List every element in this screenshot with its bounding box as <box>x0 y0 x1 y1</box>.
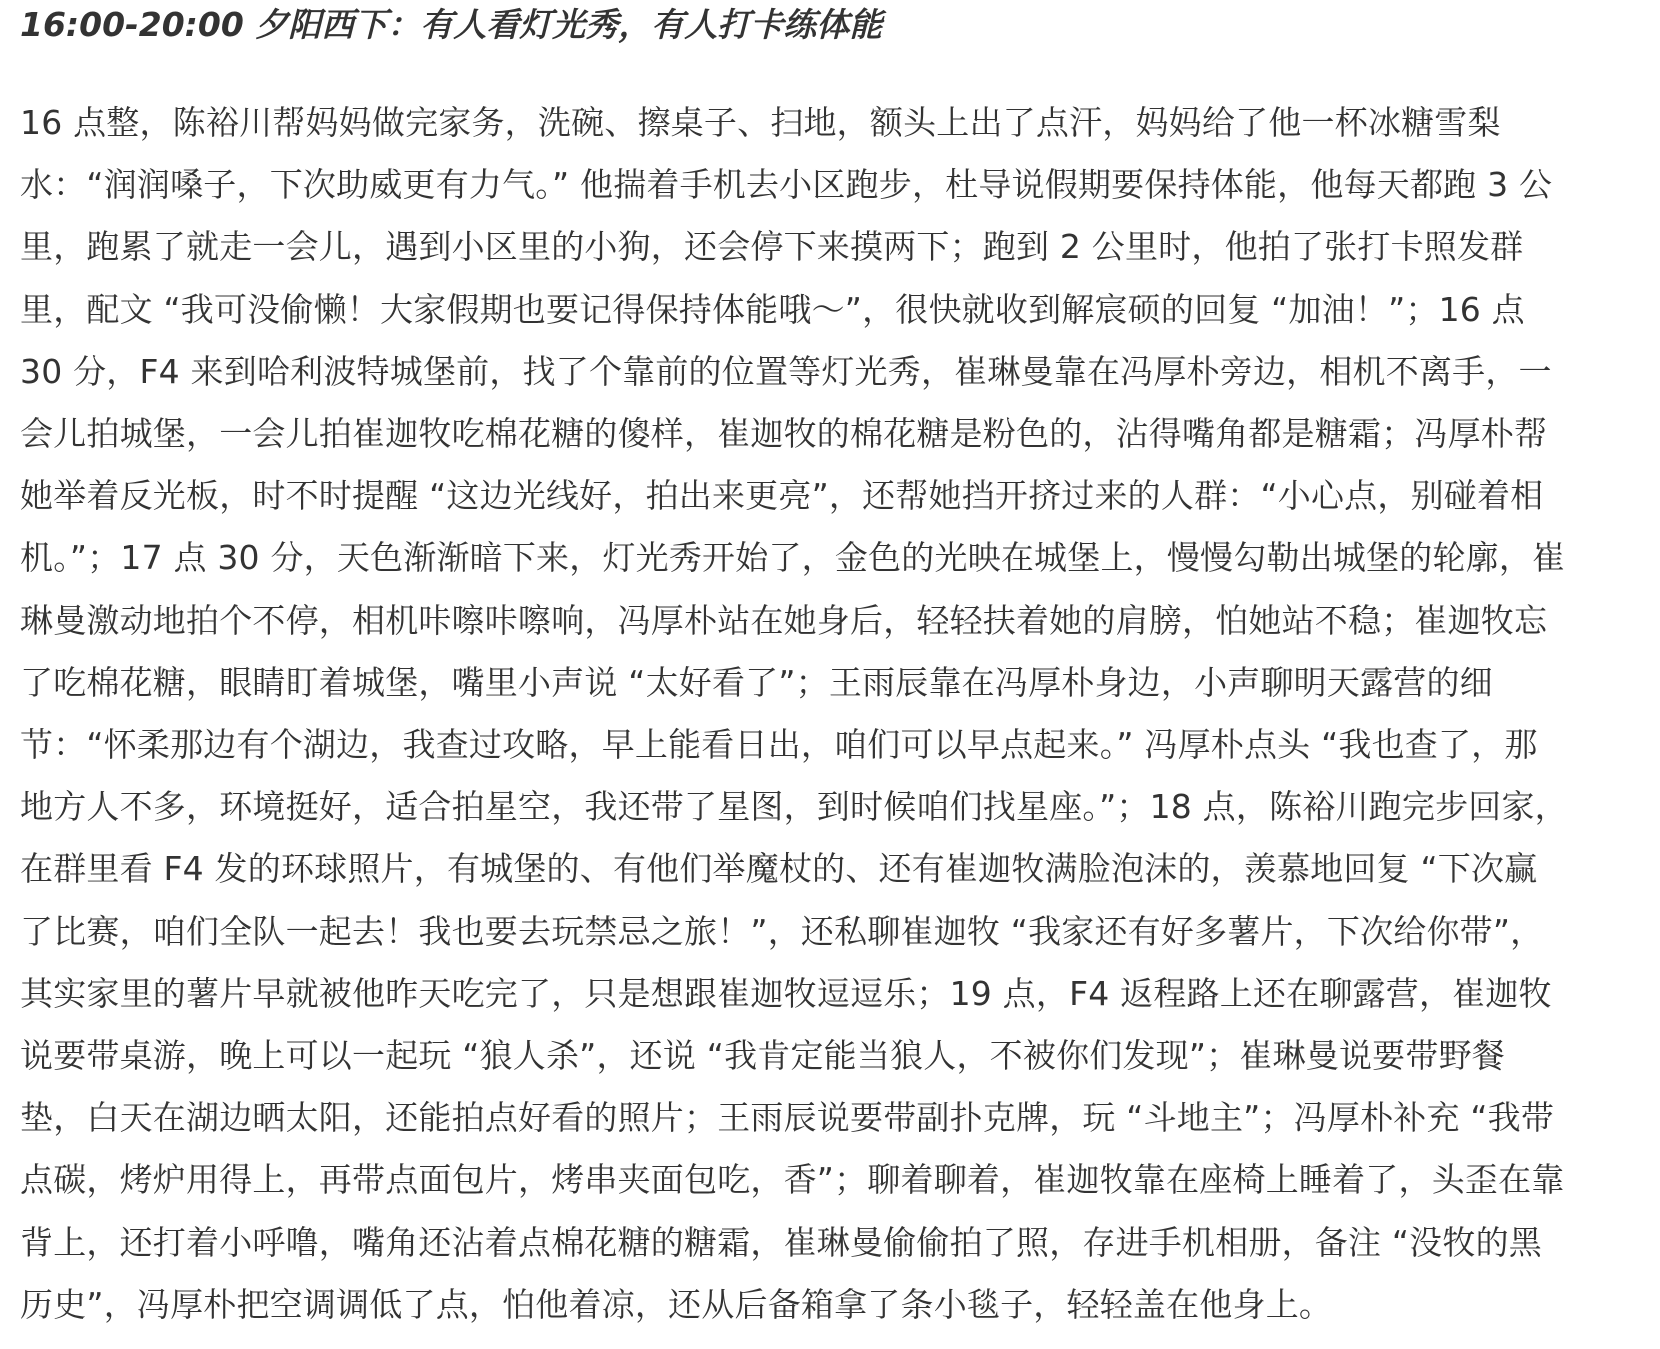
section-heading: 16:00-20:00 夕阳西下：有人看灯光秀，有人打卡练体能 <box>20 5 883 44</box>
article-paragraph: 16 点整，陈裕川帮妈妈做完家务，洗碗、擦桌子、扫地，额头上出了点汗，妈妈给了他一杯冰糖雪梨水：“润润嗓子，下次助威更有力气。” 他揣着手机去小区跑步，杜导说假期要保持体能，他每天都跑 3 公里，跑累了就走一会儿，遇到小区里的小狗，还会停下来摸两下；跑到 2 公里时，他拍了张打卡照发群里，配文 “我可没偷懒！大家假期也要记得保持体能哦～”，很快就收到解宸硕的回复 “加油！”；16 点 30 分，F4 来到哈利波特城堡前，找了个靠前的位置等灯光秀，崔琳曼靠在冯厚朴旁边，相机不离手，一会儿拍城堡，一会儿拍崔迦牧吃棉花糖的傻样，崔迦牧的棉花糖是粉色的，沾得嘴角都是糖霜；冯厚朴帮她举着反光板，时不时提醒 “这边光线好，拍出来更亮”，还帮她挡开挤过来的人群：“小心点，别碰着相机。”；17 点 30 分，天色渐渐暗下来，灯光秀开始了，金色的光映在城堡上，慢慢勾勒出城堡的轮廓，崔琳曼激动地拍个不停，相机咔嚓咔嚓响，冯厚朴站在她身后，轻轻扶着她的肩膀，怕她站不稳；崔迦牧忘了吃棉花糖，眼睛盯着城堡，嘴里小声说 “太好看了”；王雨辰靠在冯厚朴身边，小声聊明天露营的细节：“怀柔那边有个湖边，我查过攻略，早上能看日出，咱们可以早点起来。” 冯厚朴点头 “我也查了，那地方人不多，环境挺好，适合拍星空，我还带了星图，到时候咱们找星座。”；18 点，陈裕川跑完步回家，在群里看 F4 发的环球照片，有城堡的、有他们举魔杖的、还有崔迦牧满脸泡沫的，羡慕地回复 “下次赢了比赛，咱们全队一起去！我也要去玩禁忌之旅！”，还私聊崔迦牧 “我家还有好多薯片，下次给你带”，其实家里的薯片早就被他昨天吃完了，只是想跟崔迦牧逗逗乐；19 点，F4 返程路上还在聊露营，崔迦牧说要带桌游，晚上可以一起玩 “狼人杀”，还说 “我肯定能当狼人，不被你们发现”；崔琳曼说要带野餐垫，白天在湖边晒太阳，还能拍点好看的照片；王雨辰说要带副扑克牌，玩 “斗地主”；冯厚朴补充 “我带点碳，烤炉用得上，再带点面包片，烤串夹面包吃，香”；聊着聊着，崔迦牧靠在座椅上睡着了，头歪在靠背上，还打着小呼噜，嘴角还沾着点棉花糖的糖霜，崔琳曼偷偷拍了照，存进手机相册，备注 “没牧的黑历史”，冯厚朴把空调调低了点，怕他着凉，还从后备箱拿了条小毯子，轻轻盖在他身上。 <box>20 103 1568 1324</box>
